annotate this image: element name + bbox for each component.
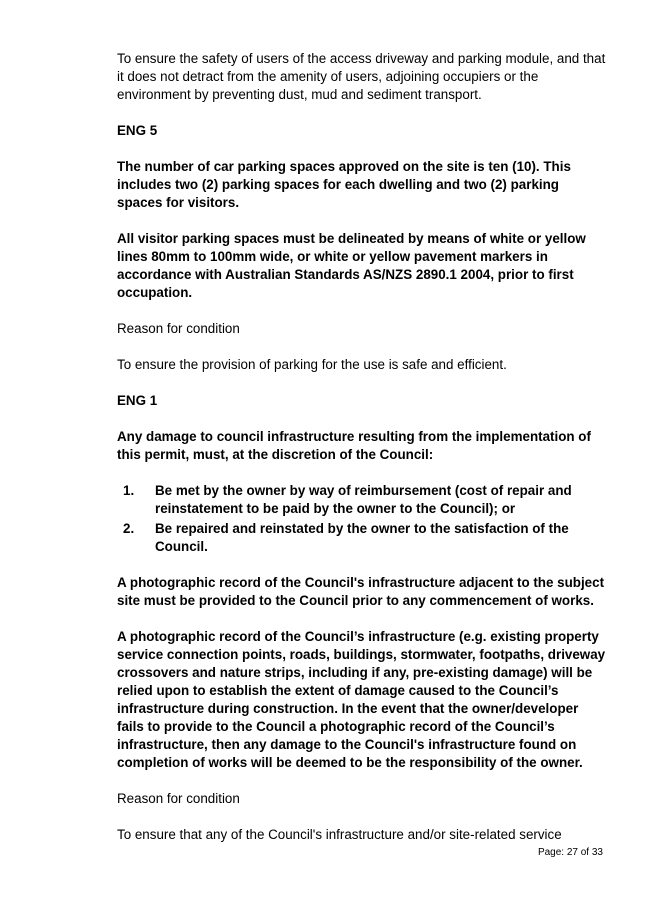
reason-for-condition-text: To ensure the provision of parking for the use is safe and efficient. bbox=[117, 357, 507, 372]
list-item bbox=[117, 482, 607, 518]
reason-for-condition-heading-2: Reason for condition bbox=[117, 791, 240, 806]
eng5-visitor-parking-paragraph: All visitor parking spaces must be delineated by means of white or yellow lines 80mm to 100mm wide, or white or yellow pavement markers in accordance with Australian Standards AS/NZS 2890.1 2004, prior to first occupation. bbox=[117, 231, 586, 300]
reason-text-paragraph: To ensure the safety of users of the access driveway and parking module, and that it does not detract from the amenity of users, adjoining occupiers or the environment by preventing dust, mud and sediment transport. bbox=[117, 51, 606, 102]
eng1-intro-paragraph: Any damage to council infrastructure resulting from the implementation of this permit, must, at the discretion of the Council: bbox=[117, 429, 591, 462]
eng5-heading: ENG 5 bbox=[117, 123, 158, 138]
eng5-parking-spaces-paragraph: The number of car parking spaces approved on the site is ten (10). This includes two (2) parking spaces for each dwelling and two (2) parking spaces for visitors. bbox=[117, 159, 571, 210]
list-item-number: 1. bbox=[123, 483, 135, 498]
document-body bbox=[117, 50, 607, 862]
eng1-infrastructure-damage-paragraph: A photographic record of the Council’s infrastructure (e.g. existing property service connection points, roads, buildings, stormwater, footpaths, driveway crossovers and nature strips, including if any, pre-existing damage) will be relied upon to establish the extent of damage caused to the Council’s infrastructure during construction. In the event that the owner/developer fails to provide to the Council a photographic record of the Council’s infrastructure, then any damage to the Council's infrastructure found on completion of works will be deemed to be the responsibility of the owner. bbox=[117, 629, 606, 770]
eng1-heading: ENG 1 bbox=[117, 393, 158, 408]
eng1-numbered-list bbox=[117, 482, 607, 556]
page-number: Page: 27 of 33 bbox=[537, 847, 603, 858]
list-item-text: Be repaired and reinstated by the owner to the satisfaction of the Council. bbox=[155, 521, 569, 554]
list-item-number: 2. bbox=[123, 521, 135, 536]
reason-for-condition-heading: Reason for condition bbox=[117, 321, 240, 336]
list-item-text: Be met by the owner by way of reimbursement (cost of repair and reinstatement to be paid by the owner to the Council); or bbox=[155, 483, 572, 516]
reason-for-condition-text-2: To ensure that any of the Council's infrastructure and/or site-related service bbox=[117, 827, 562, 842]
list-item bbox=[117, 520, 607, 556]
eng1-photographic-record-paragraph: A photographic record of the Council's infrastructure adjacent to the subject site must be provided to the Council prior to any commencement of works. bbox=[117, 575, 605, 608]
